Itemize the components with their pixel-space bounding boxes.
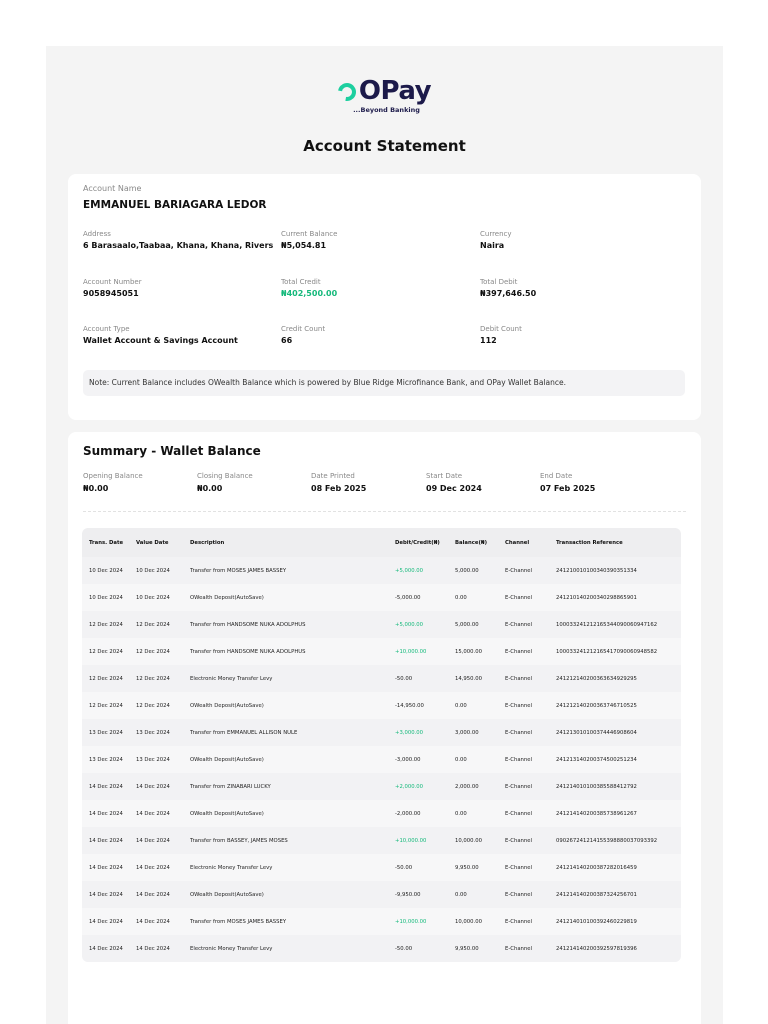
cell-description: Transfer from ZINABARI LUCKY — [190, 783, 271, 790]
header-description: Description — [190, 539, 225, 546]
account-type-label: Account Type — [83, 325, 130, 333]
table-row — [82, 746, 681, 773]
cell-description: Transfer from BASSEY, JAMES MOSES — [190, 837, 288, 844]
cell-balance: 10,000.00 — [455, 918, 482, 925]
cell-value-date: 14 Dec 2024 — [136, 864, 170, 871]
cell-trans-date: 12 Dec 2024 — [89, 648, 123, 655]
cell-description: OWealth Deposit(AutoSave) — [190, 891, 264, 898]
cell-balance: 9,950.00 — [455, 864, 479, 871]
cell-balance: 14,950.00 — [455, 675, 482, 682]
cell-trans-date: 13 Dec 2024 — [89, 729, 123, 736]
cell-amount: -2,000.00 — [395, 810, 421, 817]
opay-logo — [46, 78, 723, 114]
cell-amount: -5,000.00 — [395, 594, 421, 601]
table-body — [82, 557, 681, 962]
cell-value-date: 12 Dec 2024 — [136, 648, 170, 655]
cell-trans-date: 14 Dec 2024 — [89, 945, 123, 952]
account-name-label: Account Name — [83, 184, 142, 193]
cell-trans-date: 14 Dec 2024 — [89, 918, 123, 925]
cell-balance: 0.00 — [455, 756, 467, 763]
header-balance: Balance(₦) — [455, 539, 488, 546]
cell-reference: 241214010100385588412792 — [556, 783, 637, 790]
cell-value-date: 10 Dec 2024 — [136, 567, 170, 574]
opay-ring-icon — [334, 79, 359, 104]
cell-value-date: 14 Dec 2024 — [136, 837, 170, 844]
cell-reference: 241214140200385738961267 — [556, 810, 637, 817]
cell-reference: 100033241212165344090060947162 — [556, 621, 658, 628]
cell-value-date: 12 Dec 2024 — [136, 702, 170, 709]
cell-trans-date: 14 Dec 2024 — [89, 837, 123, 844]
cell-reference: 241212140200363634929295 — [556, 675, 637, 682]
cell-amount: +10,000.00 — [395, 648, 427, 655]
cell-amount: +2,000.00 — [395, 783, 424, 790]
header-debit-credit: Debit/Credit(₦) — [395, 539, 440, 546]
cell-balance: 3,000.00 — [455, 729, 479, 736]
table-row — [82, 854, 681, 881]
cell-amount: -9,950.00 — [395, 891, 421, 898]
credit-count-value: 66 — [281, 336, 293, 345]
cell-trans-date: 14 Dec 2024 — [89, 891, 123, 898]
current-balance-value: ₦5,054.81 — [281, 241, 327, 250]
cell-channel: E-Channel — [505, 891, 533, 898]
start-date-value: 09 Dec 2024 — [426, 484, 482, 493]
cell-description: Transfer from MOSES JAMES BASSEY — [190, 918, 287, 925]
opening-balance-label: Opening Balance — [83, 472, 143, 480]
cell-description: Transfer from MOSES JAMES BASSEY — [190, 567, 287, 574]
cell-channel: E-Channel — [505, 810, 533, 817]
date-printed-label: Date Printed — [311, 472, 355, 480]
cell-channel: E-Channel — [505, 675, 533, 682]
cell-channel: E-Channel — [505, 567, 533, 574]
cell-value-date: 14 Dec 2024 — [136, 891, 170, 898]
account-number-value: 9058945051 — [83, 289, 139, 298]
cell-reference: 241213010100374446908604 — [556, 729, 637, 736]
summary-divider — [83, 511, 686, 512]
table-row — [82, 827, 681, 854]
cell-trans-date: 12 Dec 2024 — [89, 621, 123, 628]
cell-value-date: 14 Dec 2024 — [136, 918, 170, 925]
logo-text: OPay — [358, 76, 432, 106]
cell-reference: 241214010100392460229819 — [556, 918, 637, 925]
table-row — [82, 719, 681, 746]
address-label: Address — [83, 230, 111, 238]
table-row — [82, 611, 681, 638]
table-row — [82, 935, 681, 962]
cell-reference: 241210140200340298865901 — [556, 594, 637, 601]
cell-reference: 241213140200374500251234 — [556, 756, 637, 763]
cell-amount: -50.00 — [395, 675, 413, 682]
cell-trans-date: 10 Dec 2024 — [89, 567, 123, 574]
table-row — [82, 665, 681, 692]
table-row — [82, 692, 681, 719]
start-date-label: Start Date — [426, 472, 463, 480]
cell-balance: 9,950.00 — [455, 945, 479, 952]
page-title: Account Statement — [303, 137, 466, 155]
cell-value-date: 13 Dec 2024 — [136, 756, 170, 763]
cell-description: Electronic Money Transfer Levy — [190, 675, 273, 682]
closing-balance-value: ₦0.00 — [197, 484, 223, 493]
total-credit-value: ₦402,500.00 — [281, 289, 338, 298]
account-number-label: Account Number — [83, 278, 142, 286]
cell-balance: 0.00 — [455, 702, 467, 709]
cell-description: Transfer from HANDSOME NUKA ADOLPHUS — [190, 621, 306, 628]
opening-balance-value: ₦0.00 — [83, 484, 109, 493]
table-row — [82, 773, 681, 800]
cell-reference: 241210010100340390351334 — [556, 567, 637, 574]
address-value: 6 Barasaalo,Taabaa, Khana, Khana, Rivers — [83, 241, 274, 250]
cell-balance: 5,000.00 — [455, 567, 479, 574]
cell-description: Transfer from EMMANUEL ALLISON NULE — [190, 729, 298, 736]
logo-tagline: ...Beyond Banking — [353, 106, 420, 114]
cell-balance: 5,000.00 — [455, 621, 479, 628]
cell-value-date: 14 Dec 2024 — [136, 945, 170, 952]
cell-trans-date: 13 Dec 2024 — [89, 756, 123, 763]
logo-mark — [338, 78, 431, 104]
table-row — [82, 557, 681, 584]
header-channel: Channel — [505, 539, 530, 546]
account-type-value: Wallet Account & Savings Account — [83, 336, 238, 345]
cell-description: Electronic Money Transfer Levy — [190, 864, 273, 871]
cell-channel: E-Channel — [505, 756, 533, 763]
table-header — [82, 528, 681, 557]
cell-channel: E-Channel — [505, 729, 533, 736]
header-value-date: Value Date — [136, 539, 169, 546]
end-date-value: 07 Feb 2025 — [540, 484, 596, 493]
cell-channel: E-Channel — [505, 621, 533, 628]
cell-reference: 241214140200387282016459 — [556, 864, 637, 871]
cell-description: Transfer from HANDSOME NUKA ADOLPHUS — [190, 648, 306, 655]
cell-reference: 241212140200363746710525 — [556, 702, 637, 709]
cell-trans-date: 10 Dec 2024 — [89, 594, 123, 601]
cell-amount: +10,000.00 — [395, 837, 427, 844]
cell-amount: +10,000.00 — [395, 918, 427, 925]
cell-trans-date: 12 Dec 2024 — [89, 702, 123, 709]
cell-reference: 241214140200392597819396 — [556, 945, 637, 952]
cell-description: Electronic Money Transfer Levy — [190, 945, 273, 952]
cell-amount: +3,000.00 — [395, 729, 424, 736]
total-debit-label: Total Debit — [480, 278, 518, 286]
account-name-value: EMMANUEL BARIAGARA LEDOR — [83, 199, 267, 211]
header-reference: Transaction Reference — [556, 539, 623, 546]
currency-value: Naira — [480, 241, 505, 250]
cell-amount: -3,000.00 — [395, 756, 421, 763]
cell-amount: -14,950.00 — [395, 702, 424, 709]
cell-reference: 090267241214155398880037093392 — [556, 837, 658, 844]
account-details-card — [68, 174, 701, 420]
summary-card — [68, 432, 701, 1024]
cell-amount: -50.00 — [395, 945, 413, 952]
cell-balance: 2,000.00 — [455, 783, 479, 790]
closing-balance-label: Closing Balance — [197, 472, 253, 480]
total-debit-value: ₦397,646.50 — [480, 289, 537, 298]
statement-page — [46, 46, 723, 1024]
table-row — [82, 638, 681, 665]
cell-trans-date: 14 Dec 2024 — [89, 810, 123, 817]
cell-description: OWealth Deposit(AutoSave) — [190, 594, 264, 601]
cell-amount: -50.00 — [395, 864, 413, 871]
cell-value-date: 14 Dec 2024 — [136, 810, 170, 817]
cell-description: OWealth Deposit(AutoSave) — [190, 810, 264, 817]
table-row — [82, 800, 681, 827]
cell-description: OWealth Deposit(AutoSave) — [190, 756, 264, 763]
cell-channel: E-Channel — [505, 783, 533, 790]
cell-amount: +5,000.00 — [395, 567, 424, 574]
header-trans-date: Trans. Date — [89, 539, 124, 546]
cell-value-date: 10 Dec 2024 — [136, 594, 170, 601]
cell-reference: 100033241212165417090060948582 — [556, 648, 658, 655]
table-row — [82, 908, 681, 935]
cell-trans-date: 14 Dec 2024 — [89, 783, 123, 790]
end-date-label: End Date — [540, 472, 573, 480]
cell-channel: E-Channel — [505, 594, 533, 601]
cell-description: OWealth Deposit(AutoSave) — [190, 702, 264, 709]
cell-value-date: 14 Dec 2024 — [136, 783, 170, 790]
cell-channel: E-Channel — [505, 837, 533, 844]
cell-value-date: 12 Dec 2024 — [136, 621, 170, 628]
currency-label: Currency — [480, 230, 512, 238]
total-credit-label: Total Credit — [281, 278, 321, 286]
cell-balance: 10,000.00 — [455, 837, 482, 844]
debit-count-value: 112 — [480, 336, 497, 345]
cell-balance: 0.00 — [455, 810, 467, 817]
current-balance-label: Current Balance — [281, 230, 338, 238]
debit-count-label: Debit Count — [480, 325, 522, 333]
cell-value-date: 12 Dec 2024 — [136, 675, 170, 682]
cell-reference: 241214140200387324256701 — [556, 891, 637, 898]
cell-channel: E-Channel — [505, 648, 533, 655]
cell-trans-date: 14 Dec 2024 — [89, 864, 123, 871]
table-row — [82, 881, 681, 908]
cell-balance: 15,000.00 — [455, 648, 482, 655]
summary-title: Summary - Wallet Balance — [83, 444, 261, 458]
date-printed-value: 08 Feb 2025 — [311, 484, 367, 493]
cell-channel: E-Channel — [505, 702, 533, 709]
balance-note: Note: Current Balance includes OWealth Balance which is powered by Blue Ridge Microfinance Bank, and OPay Wallet Balance. — [83, 370, 685, 396]
cell-balance: 0.00 — [455, 891, 467, 898]
cell-channel: E-Channel — [505, 864, 533, 871]
cell-balance: 0.00 — [455, 594, 467, 601]
transactions-table — [82, 528, 681, 962]
table-row — [82, 584, 681, 611]
credit-count-label: Credit Count — [281, 325, 326, 333]
cell-channel: E-Channel — [505, 945, 533, 952]
cell-amount: +5,000.00 — [395, 621, 424, 628]
cell-trans-date: 12 Dec 2024 — [89, 675, 123, 682]
cell-channel: E-Channel — [505, 918, 533, 925]
cell-value-date: 13 Dec 2024 — [136, 729, 170, 736]
